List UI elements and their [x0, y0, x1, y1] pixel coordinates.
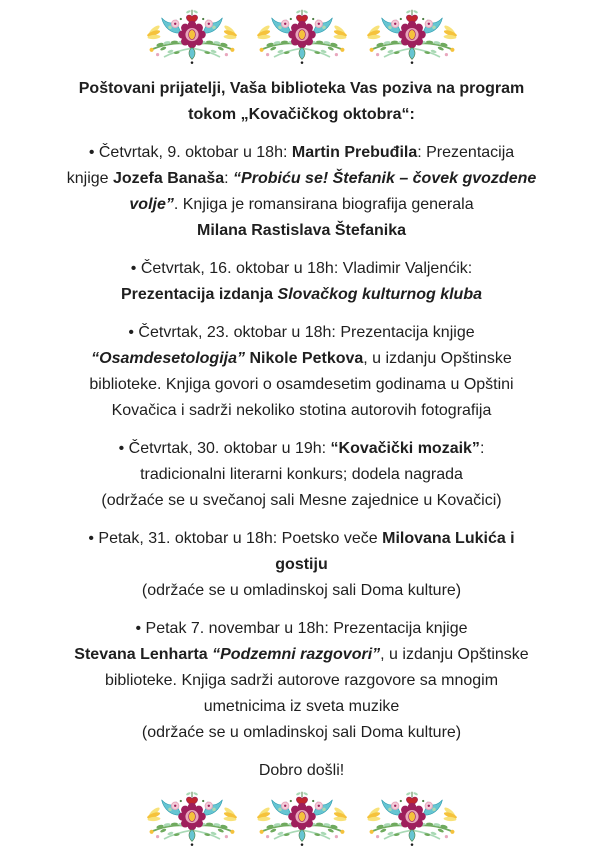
event-item [32, 140, 572, 244]
text-line: • Petak, 31. oktobar u 18h: Poetsko veče Milovana Lukića i [88, 530, 515, 547]
text-line: Poštovani prijatelji, Vaša biblioteka Vas poziva na program [78, 80, 525, 97]
text-line: biblioteke. Knjiga govori o osamdesetim godinama u Opštini [89, 376, 514, 393]
event-item [32, 320, 572, 424]
text-line: Milana Rastislava Štefanika [197, 222, 406, 239]
event-item [32, 616, 572, 746]
text-line: (održaće se u svečanoj sali Mesne zajednice u Kovačici) [101, 492, 502, 509]
welcome-message: Dobro došli! [258, 762, 345, 779]
text-line: tradicionalni literarni konkurs; dodela nagrada [140, 466, 463, 483]
folk-flower-ornament-icon [364, 8, 460, 66]
text-line: gostiju [275, 556, 328, 573]
text-line: umetnicima iz sveta muzike [203, 698, 400, 715]
top-ornament-row [0, 8, 603, 66]
text-line: • Petak 7. novembar u 18h: Prezentacija knjige [135, 620, 468, 637]
text-line: (održaće se u omladinskoj sali Doma kulture) [141, 582, 462, 599]
folk-flower-ornament-icon [144, 8, 240, 66]
folk-flower-ornament-icon [254, 790, 350, 848]
event-item [32, 256, 572, 308]
text-line: tokom „Kovačičkog oktobra“: [188, 106, 415, 123]
folk-flower-ornament-icon [144, 790, 240, 848]
text-line: knjige Jozefa Banaša: “Probiću se! Štefanik – čovek gvozdene [66, 170, 537, 187]
event-item [32, 436, 572, 514]
text-line: • Četvrtak, 16. oktobar u 18h: Vladimir Valjenćik: [130, 260, 473, 277]
invitation-header [32, 76, 572, 128]
text-line: • Četvrtak, 23. oktobar u 18h: Prezentacija knjige [128, 324, 475, 341]
bottom-ornament-row [0, 790, 603, 848]
folk-flower-ornament-icon [364, 790, 460, 848]
text-line: “Osamdesetologija” Nikole Petkova, u izdanju Opštinske [91, 350, 512, 367]
flyer-content [32, 76, 572, 784]
text-line: biblioteke. Knjiga sadrži autorove razgovore sa mnogim [104, 672, 499, 689]
folk-flower-ornament-icon [254, 8, 350, 66]
event-item [32, 526, 572, 604]
text-line: Kovačica i sadrži nekoliko stotina autorovih fotografija [111, 402, 492, 419]
text-line: • Četvrtak, 9. oktobar u 18h: Martin Prebuđila: Prezentacija [88, 144, 515, 161]
text-line: • Četvrtak, 30. oktobar u 19h: “Kovačički mozaik”: [118, 440, 485, 457]
text-line: Stevana Lenharta “Podzemni razgovori”, u izdanju Opštinske [74, 646, 529, 663]
text-line: Prezentacija izdanja Slovačkog kulturnog kluba [121, 286, 482, 303]
text-line: (održaće se u omladinskoj sali Doma kulture) [141, 724, 462, 741]
text-line: volje”. Knjiga je romansirana biografija generala [129, 196, 474, 213]
